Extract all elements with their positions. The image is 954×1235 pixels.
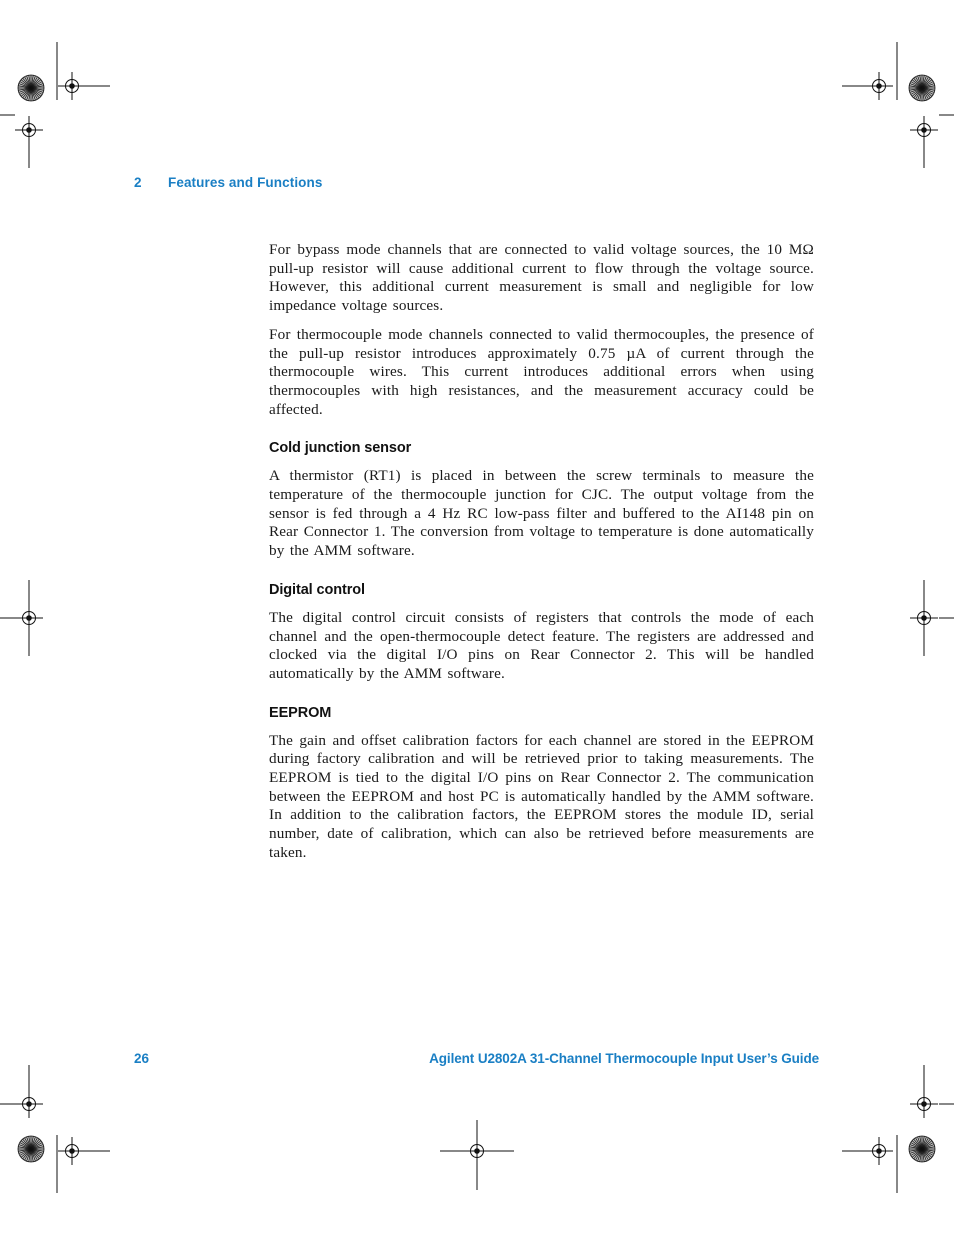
body-paragraph: For thermocouple mode channels connected to valid thermocouples, the presence of the pull-up resistor introduces approximately 0.75 µA of current through the thermocouple wires. This current introduces additional errors when using thermocouples with high resistances, and the measurement accuracy could be affected.	[269, 325, 814, 418]
crosshair-mark-icon	[15, 1090, 43, 1118]
starburst-mark-icon	[18, 75, 44, 101]
crosshair-mark-icon	[910, 604, 938, 632]
page-number: 26	[134, 1051, 150, 1066]
crosshair-mark-icon	[910, 1090, 938, 1118]
section-paragraph-cold-junction-sensor: A thermistor (RT1) is placed in between the screw terminals to measure the temperature of the thermocouple junction for CJC. The output voltage from the sensor is fed through a 4 Hz RC low-pass filter and buffered to the AI148 pin on Rear Connector 1. The conversion from voltage to temperature is done automatically by the AMM software.	[269, 467, 814, 560]
chapter-title: Features and Functions	[168, 175, 323, 190]
crosshair-mark-icon	[865, 72, 893, 100]
starburst-mark-icon	[909, 1136, 935, 1162]
crosshair-mark-icon	[58, 72, 86, 100]
crosshair-mark-icon	[58, 1137, 86, 1165]
starburst-mark-icon	[18, 1136, 44, 1162]
crosshair-mark-icon	[463, 1137, 491, 1165]
section-paragraph-eeprom: The gain and offset calibration factors for each channel are stored in the EEPROM during factory calibration and will be retrieved prior to taking measurements. The EEPROM is tied to the digital I/O pins on Rear Connector 2. The communication between the EEPROM and host PC is automatically handled by the AMM software. In addition to the calibration factors, the EEPROM stores the module ID, serial number, date of calibration, which can also be retrieved before measurements are taken.	[269, 731, 814, 861]
crosshair-mark-icon	[865, 1137, 893, 1165]
body-paragraph: For bypass mode channels that are connected to valid voltage sources, the 10 MΩ pull-up resistor will cause additional current to flow through the voltage source. However, this additional current measurement is small and negligible for low impedance voltage sources.	[269, 241, 814, 315]
crosshair-mark-icon	[910, 116, 938, 144]
section-paragraph-digital-control: The digital control circuit consists of registers that controls the mode of each channel and the open-thermocouple detect feature. The registers are addressed and clocked via the digital I/O pins on Rear Connector 2. This will be handled automatically by the AMM software.	[269, 608, 814, 682]
section-heading-eeprom: EEPROM	[269, 704, 332, 721]
guide-title: Agilent U2802A 31-Channel Thermocouple Input User’s Guide	[429, 1051, 819, 1066]
crosshair-mark-icon	[15, 604, 43, 632]
starburst-mark-icon	[909, 75, 935, 101]
section-heading-cold-junction-sensor: Cold junction sensor	[269, 440, 412, 457]
section-heading-digital-control: Digital control	[269, 581, 365, 598]
running-header	[134, 175, 322, 190]
crosshair-mark-icon	[15, 116, 43, 144]
page-content	[269, 241, 814, 873]
chapter-number: 2	[134, 175, 142, 190]
